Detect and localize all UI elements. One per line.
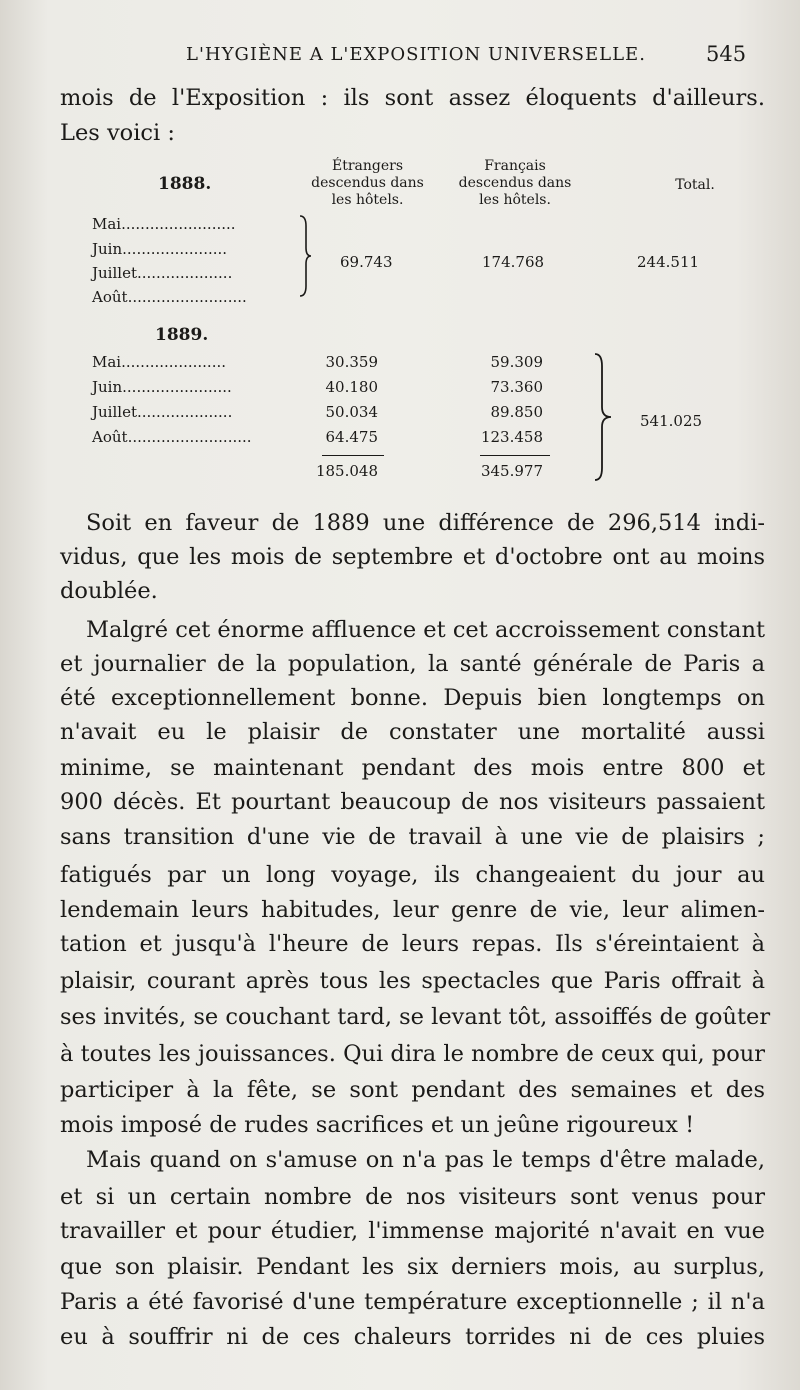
text-line: sans transition d'une vie de travail à une vie de plaisirs ; — [60, 824, 765, 850]
header-line: descendus dans — [311, 175, 424, 191]
text-line: participer à la fête, se sont pendant des semaines et des — [60, 1077, 765, 1103]
month-label: Juillet.................... — [92, 264, 233, 282]
text-line: minime, se maintenant pendant des mois entre 800 et — [60, 755, 765, 781]
text-line: travailler et pour étudier, l'immense majorité n'avait en vue — [60, 1218, 765, 1244]
text-line: doublée. — [60, 578, 158, 604]
brace-1888 — [296, 214, 312, 298]
year-label-1889: 1889. — [155, 325, 209, 345]
text-line: été exceptionnellement bonne. Depuis bien longtemps on — [60, 685, 765, 711]
value-etrangers: 40.180 — [325, 378, 378, 396]
text-line: fatigués par un long voyage, ils changeaient du jour au — [60, 862, 765, 888]
brace-1889 — [592, 352, 614, 482]
text-line: et journalier de la population, la santé générale de Paris a — [60, 651, 765, 677]
header-line: les hôtels. — [479, 192, 551, 208]
value-francais: 123.458 — [480, 428, 543, 446]
text-line: eu à souffrir ni de ces chaleurs torrides ni de ces pluies — [60, 1324, 765, 1350]
value-total-1889: 541.025 — [640, 412, 703, 430]
text-line: Mais quand on s'amuse on n'a pas le temps d'être malade, — [86, 1147, 765, 1173]
page-header — [0, 40, 800, 72]
value-francais: 59.309 — [490, 353, 543, 371]
month-label: Août.......................... — [92, 428, 252, 446]
value-etrangers: 64.475 — [325, 428, 378, 446]
month-label: Mai........................ — [92, 215, 236, 233]
text-line: à toutes les jouissances. Qui dira le nombre de ceux qui, pour — [60, 1041, 765, 1067]
sum-francais-1889: 345.977 — [480, 462, 543, 480]
value-etrangers-1888: 69.743 — [340, 253, 393, 271]
year-label-1888: 1888. — [158, 174, 212, 194]
header-line: les hôtels. — [331, 192, 404, 208]
text-line: lendemain leurs habitudes, leur genre de vie, leur alimen- — [60, 897, 765, 923]
column-header-francais — [450, 158, 580, 209]
running-head: L'HYGIÈNE A L'EXPOSITION UNIVERSELLE. — [186, 44, 646, 65]
text-line: plaisir, courant après tous les spectacles que Paris offrait à — [60, 968, 765, 994]
page-number: 545 — [706, 42, 747, 66]
text-line: et si un certain nombre de nos visiteurs sont venus pour — [60, 1184, 765, 1210]
month-label: Mai...................... — [92, 353, 227, 371]
text-line: Malgré cet énorme affluence et cet accroissement constant — [86, 617, 765, 643]
text-line: ses invités, se couchant tard, se levant tôt, assoiffés de goûter — [60, 1004, 771, 1030]
value-francais: 73.360 — [490, 378, 543, 396]
value-francais-1888: 174.768 — [482, 253, 545, 271]
sum-rule — [480, 455, 550, 456]
text-line: vidus, que les mois de septembre et d'octobre ont au moins — [60, 544, 765, 570]
text-line: que son plaisir. Pendant les six derniers mois, au surplus, — [60, 1254, 765, 1280]
header-line: Étrangers — [331, 158, 404, 174]
value-francais: 89.850 — [490, 403, 543, 421]
text-line: n'avait eu le plaisir de constater une mortalité aussi — [60, 719, 765, 745]
month-label: Juillet.................... — [92, 403, 233, 421]
column-header-total: Total. — [675, 177, 715, 193]
text-line: Paris a été favorisé d'une température exceptionnelle ; il n'a — [60, 1289, 765, 1315]
text-line: 900 décès. Et pourtant beaucoup de nos visiteurs passaient — [60, 789, 765, 815]
value-etrangers: 30.359 — [325, 353, 378, 371]
text-line: Les voici : — [60, 120, 175, 146]
text-line: mois de l'Exposition : ils sont assez éloquents d'ailleurs. — [60, 85, 765, 111]
column-header-etrangers — [300, 158, 435, 209]
text-line: tation et jusqu'à l'heure de leurs repas. Ils s'éreintaient à — [60, 931, 765, 957]
month-label: Juin...................... — [92, 240, 228, 258]
text-line: mois imposé de rudes sacrifices et un jeûne rigoureux ! — [60, 1112, 695, 1138]
sum-etrangers-1889: 185.048 — [315, 462, 378, 480]
value-total-1888: 244.511 — [637, 253, 700, 271]
text-line: Soit en faveur de 1889 une différence de 296,514 indi- — [86, 510, 765, 536]
value-etrangers: 50.034 — [325, 403, 378, 421]
month-label: Juin....................... — [92, 378, 232, 396]
sum-rule — [322, 455, 384, 456]
header-line: Français — [484, 158, 546, 174]
month-label: Août......................... — [92, 288, 247, 306]
header-line: descendus dans — [458, 175, 572, 191]
